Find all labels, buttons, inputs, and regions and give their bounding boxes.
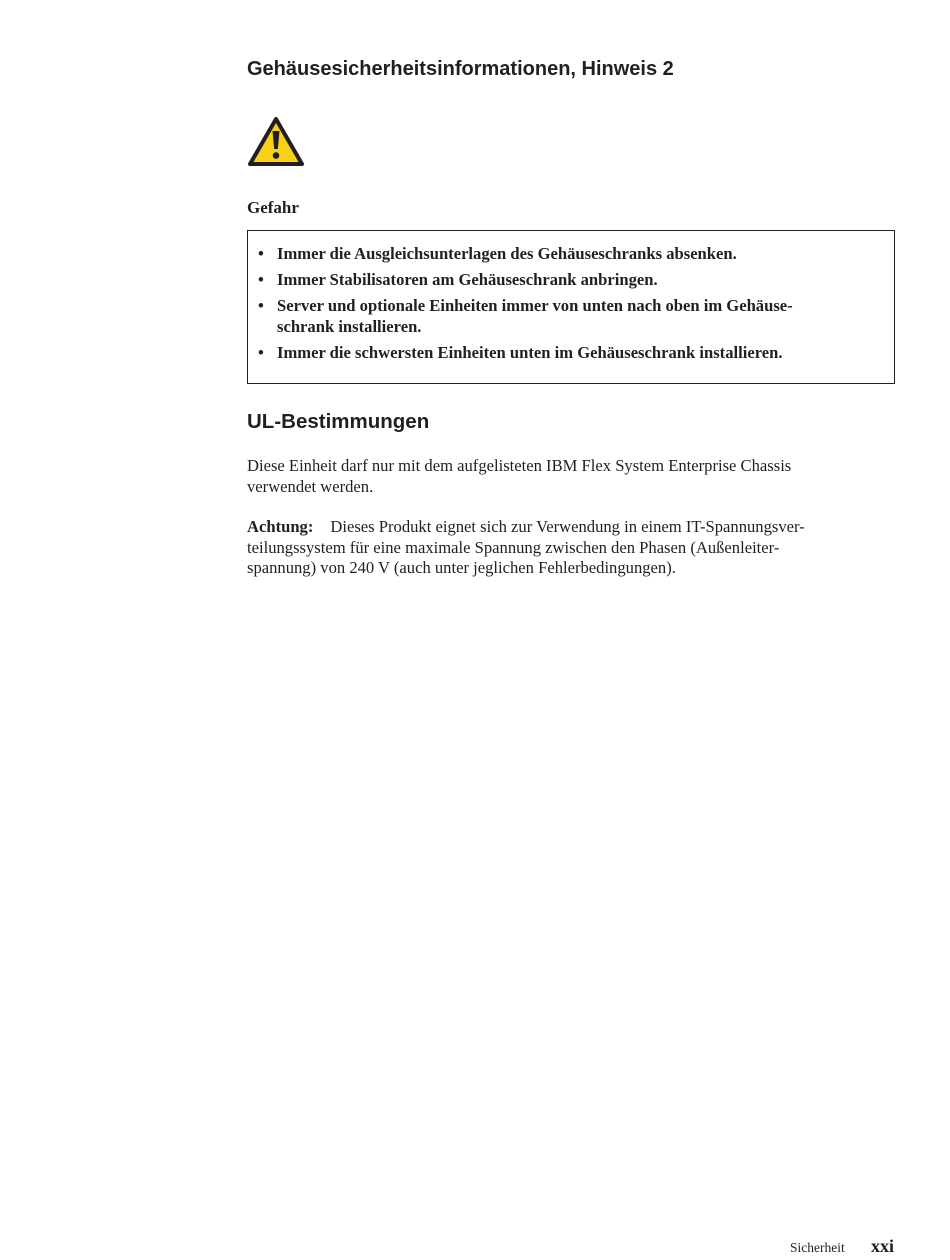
- bullet-marker: •: [258, 296, 264, 315]
- paragraph-line: Diese Einheit darf nur mit dem aufgelisteten IBM Flex System Enterprise Chassis: [247, 456, 792, 475]
- danger-label: Gefahr: [247, 198, 299, 217]
- section-title-ul: UL-Bestimmungen: [247, 410, 430, 433]
- danger-list-item: [258, 296, 877, 337]
- danger-item-text: Immer die Ausgleichsunterlagen des Gehäuseschranks absenken.: [277, 244, 737, 263]
- danger-list-item: [258, 343, 877, 364]
- warning-triangle-icon: [247, 116, 305, 168]
- footer-section-name: Sicherheit: [790, 1240, 845, 1255]
- bullet-marker: •: [258, 244, 264, 263]
- paragraph-line: verwendet werden.: [247, 476, 374, 496]
- danger-item-text-line: schrank installieren.: [277, 316, 422, 336]
- paragraph-line: Dieses Produkt eignet sich zur Verwendung in einem IT-Spannungsver-: [330, 517, 805, 536]
- ul-paragraph: [247, 456, 897, 497]
- bullet-marker: •: [258, 270, 264, 289]
- section-title-rack-safety: Gehäusesicherheitsinformationen, Hinweis 2: [247, 58, 674, 80]
- danger-list-item: [258, 244, 877, 265]
- danger-item-text: Immer Stabilisatoren am Gehäuseschrank anbringen.: [277, 270, 658, 289]
- attention-label: Achtung:: [247, 517, 314, 536]
- attention-paragraph: [247, 517, 897, 579]
- paragraph-line: spannung) von 240 V (auch unter jeglichen Fehlerbedingungen).: [247, 558, 676, 577]
- danger-box: [247, 230, 895, 384]
- danger-list-item: [258, 270, 877, 291]
- footer-page-number: xxi: [871, 1236, 895, 1256]
- danger-item-text: Immer die schwersten Einheiten unten im Gehäuseschrank installieren.: [277, 343, 783, 362]
- paragraph-line: teilungssystem für eine maximale Spannung zwischen den Phasen (Außenleiter-: [247, 537, 780, 557]
- bullet-marker: •: [258, 343, 264, 362]
- danger-item-text-line: Server und optionale Einheiten immer von unten nach oben im Gehäuse-: [277, 296, 793, 315]
